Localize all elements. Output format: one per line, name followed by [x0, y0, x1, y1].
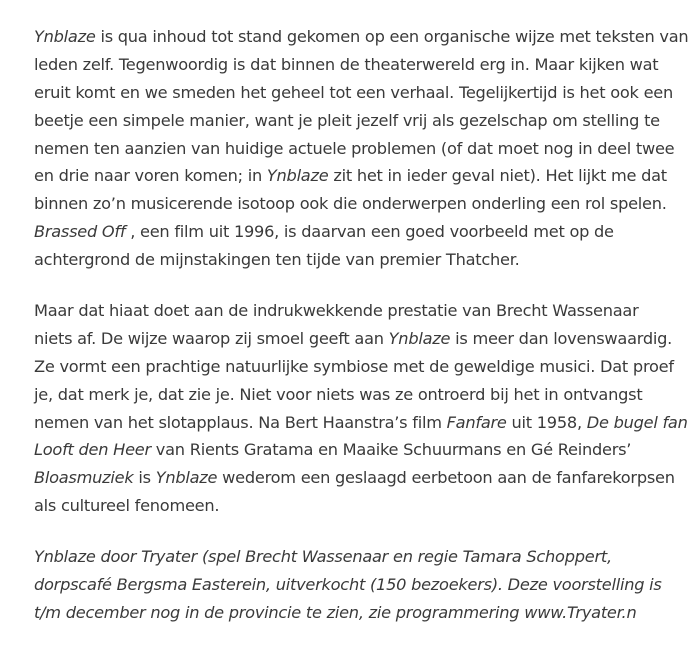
italic-title-text: De bugel fan [586, 412, 688, 432]
text-line [34, 79, 680, 107]
text-line [34, 543, 680, 571]
body-text: uit 1958, [506, 412, 587, 432]
italic-title-text: Ynblaze [155, 468, 218, 488]
italic-title-text: Fanfare [446, 412, 507, 432]
italic-title-text: Bloasmuziek [34, 468, 134, 488]
body-text: Maar dat hiaat doet aan de indrukwekkende prestatie van Brecht Wassenaar [34, 301, 639, 321]
text-line [34, 23, 689, 51]
body-text: van Rients Gratama en Maaike Schuurmans en Gé Reinders’ [150, 440, 632, 460]
text-line [34, 190, 680, 218]
text-line [34, 297, 680, 325]
italic-title-text: dorpscafé Bergsma Easterein, uitverkocht (150 bezoekers). Deze voorstelling is [34, 575, 662, 595]
italic-title-text: Ynblaze [388, 328, 451, 348]
italic-title-text: Brassed Off [34, 222, 126, 242]
text-line [34, 353, 680, 381]
body-text: is qua inhoud tot stand gekomen op een organische wijze met teksten van [95, 27, 689, 46]
text-line [34, 246, 680, 274]
body-text: beetje een simpele manier, want je pleit jezelf vrij als gezelschap om stelling te [34, 110, 660, 130]
text-line [34, 107, 680, 135]
article-body [34, 23, 689, 650]
body-text: en drie naar voren komen; in [34, 166, 267, 186]
body-text: eruit komt en we smeden het geheel tot een verhaal. Tegelijkertijd is het ook een [34, 82, 674, 102]
body-text: Ze vormt een prachtige natuurlijke symbiose met de geweldige musici. Dat proef [34, 356, 674, 376]
text-line [34, 436, 680, 464]
paragraph-performance-review [34, 297, 688, 520]
body-text: leden zelf. Tegenwoordig is dat binnen de theaterwereld erg in. Maar kijken wat [34, 54, 659, 74]
text-line [34, 381, 680, 409]
body-text: wederom een geslaagd eerbetoon aan de fanfarekorpsen [217, 468, 675, 488]
text-line [34, 218, 680, 246]
body-text: zit het in ieder geval niet). Het lijkt me dat [328, 166, 667, 186]
body-text: niets af. De wijze waarop zij smoel geeft aan [34, 328, 389, 348]
italic-title-text: t/m december nog in de provincie te zien, zie programmering www.Tryater.n [34, 602, 637, 622]
body-text: nemen van het slotapplaus. Na Bert Haanstra’s film [34, 412, 447, 432]
text-line [34, 409, 688, 437]
body-text: achtergrond de mijnstakingen ten tijde van premier Thatcher. [34, 250, 520, 270]
text-line [34, 51, 680, 79]
body-text: je, dat merk je, dat zie je. Niet voor niets was ze ontroerd bij het in ontvangst [34, 384, 643, 404]
italic-title-text: Ynblaze door Tryater (spel Brecht Wassenaar en regie Tamara Schoppert, [34, 547, 612, 567]
paragraph-credits [34, 543, 680, 627]
text-line [34, 571, 680, 599]
body-text: binnen zo’n musicerende isotoop ook die onderwerpen onderling een rol spelen. [34, 194, 667, 214]
italic-title-text: Looft den Heer [34, 440, 151, 460]
text-line [34, 492, 680, 520]
body-text: nemen ten aanzien van huidige actuele problemen (of dat moet nog in deel twee [34, 138, 675, 158]
body-text: is meer dan lovenswaardig. [450, 328, 673, 348]
text-line [34, 325, 680, 353]
body-text: is [133, 468, 156, 488]
text-line [34, 599, 680, 627]
text-line [34, 464, 680, 492]
body-text: als cultureel fenomeen. [34, 496, 220, 516]
paragraph-production-process [34, 23, 689, 274]
italic-title-text: Ynblaze [34, 27, 96, 46]
text-line [34, 162, 680, 190]
italic-title-text: Ynblaze [266, 166, 329, 186]
body-text: , een film uit 1996, is daarvan een goed voorbeeld met op de [125, 222, 614, 242]
text-line [34, 135, 680, 163]
